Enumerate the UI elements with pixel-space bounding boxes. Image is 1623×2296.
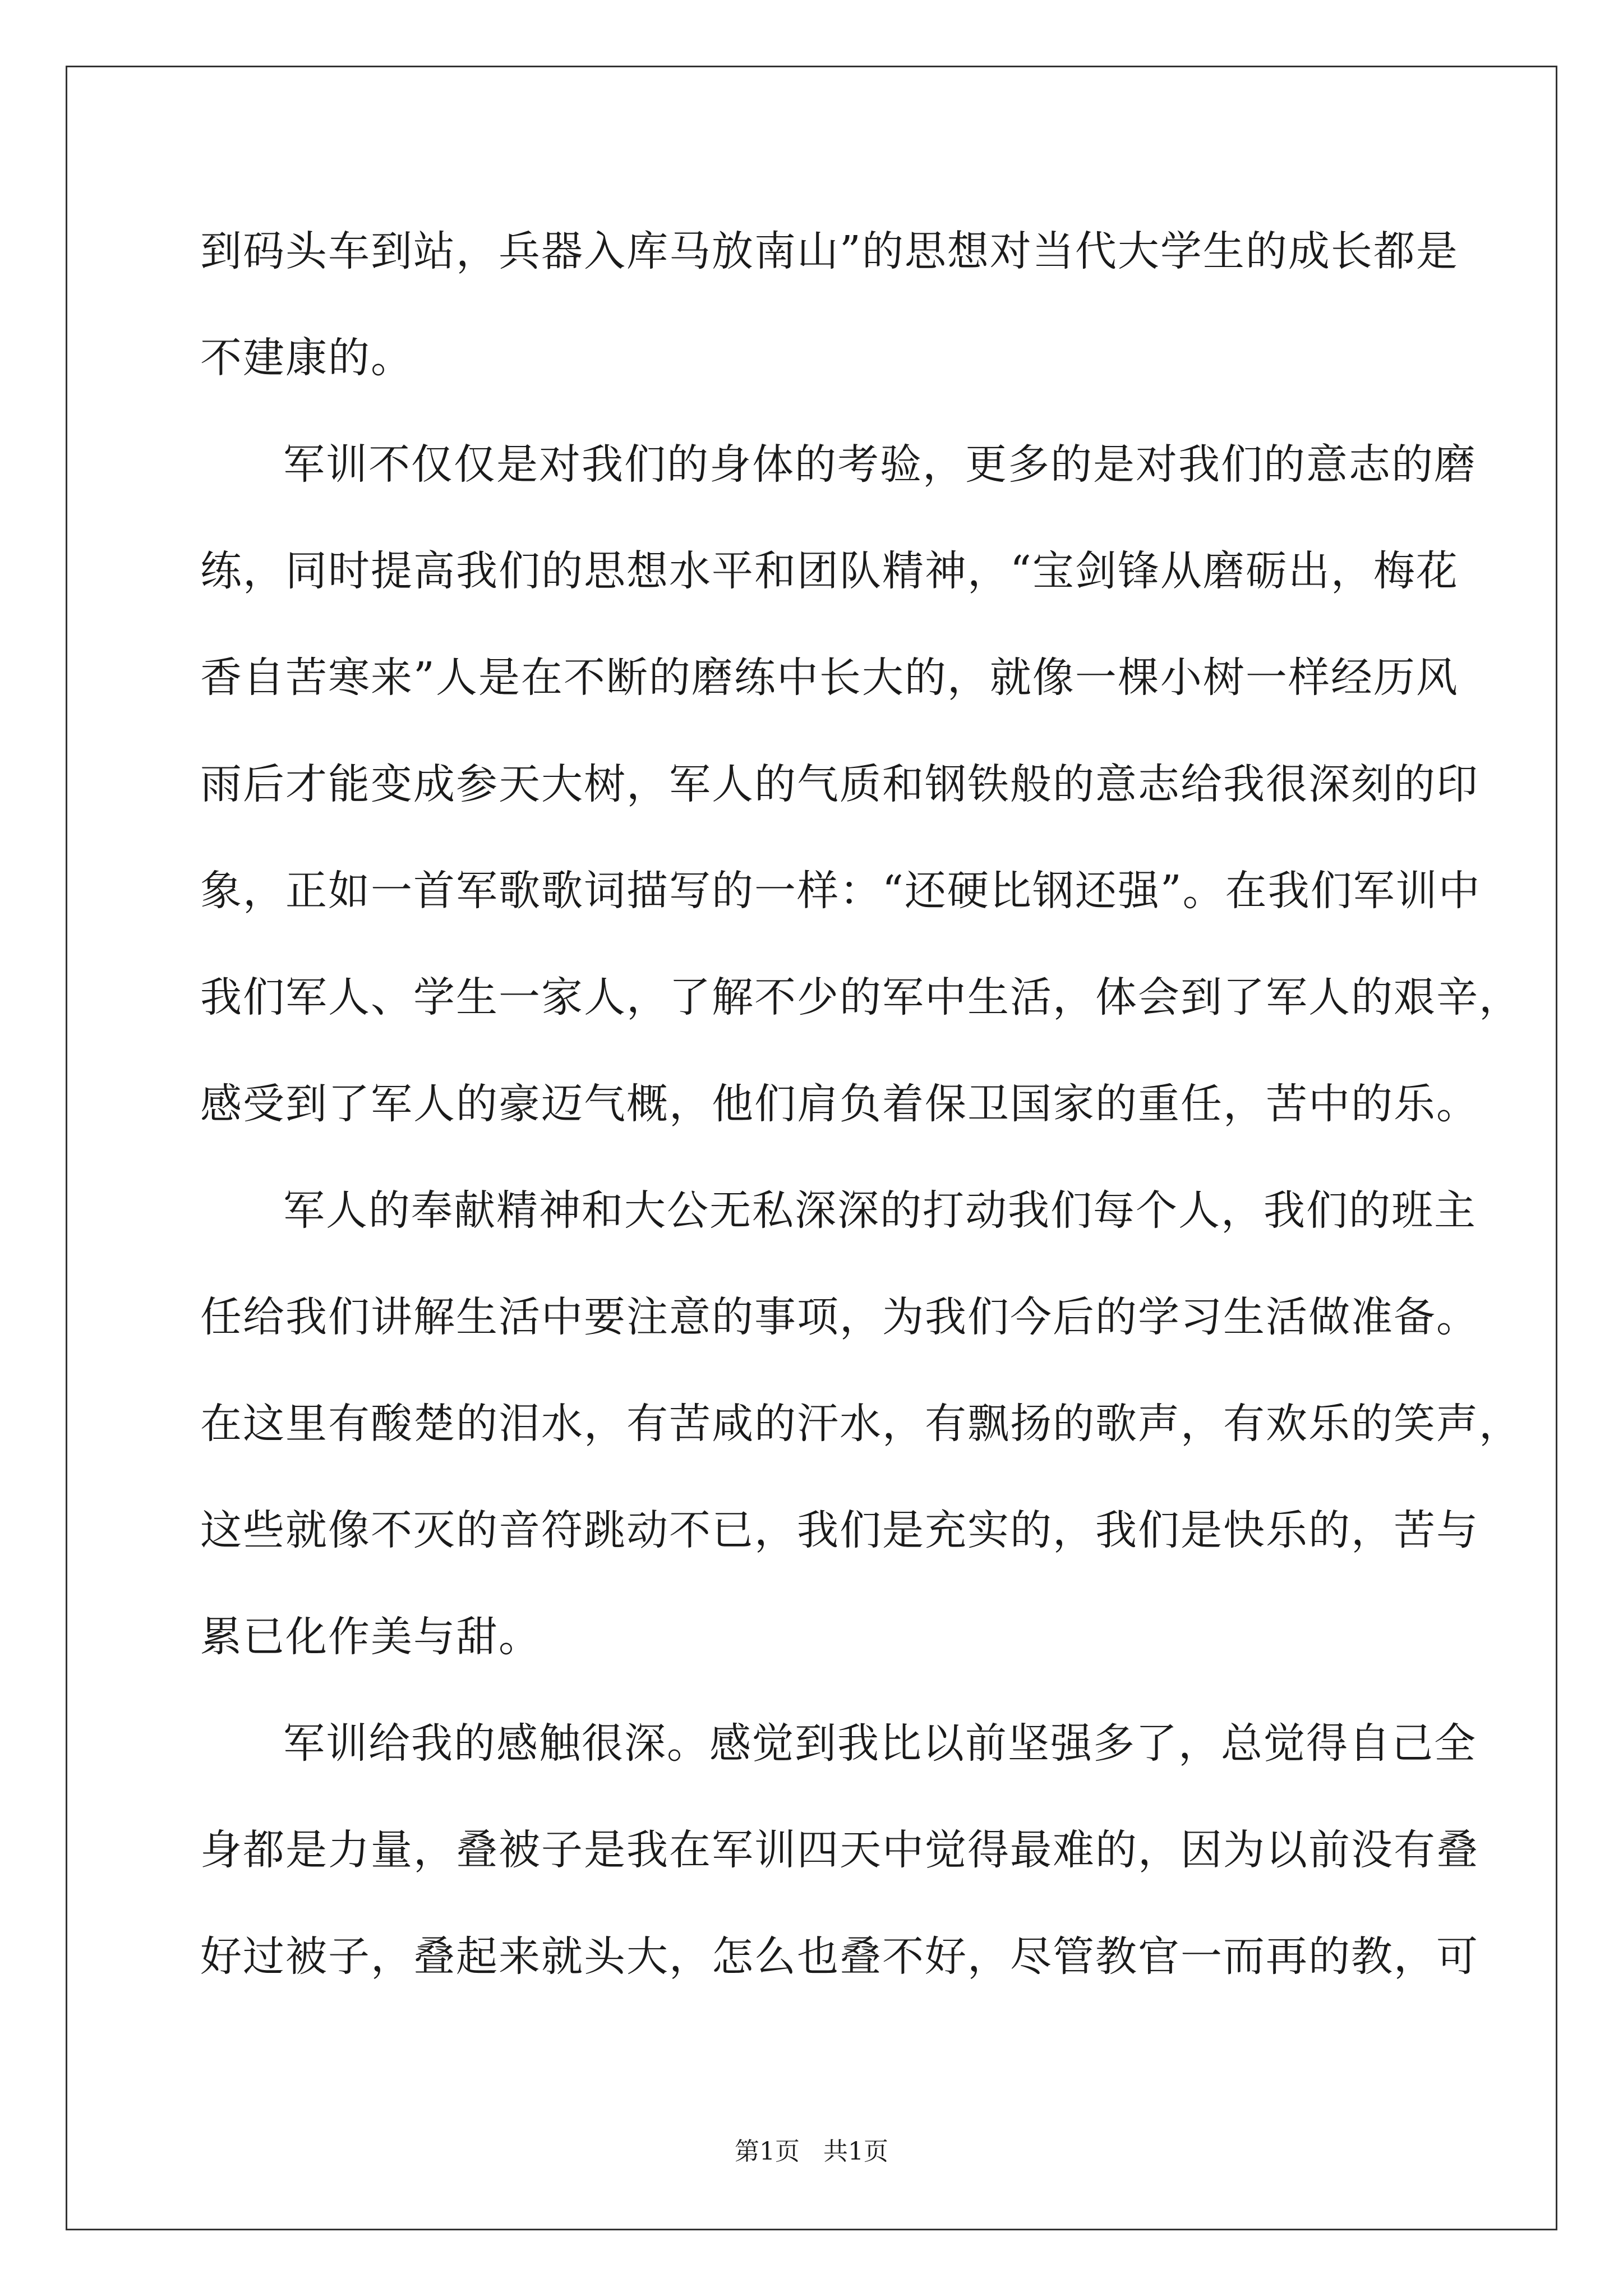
text-line: 练，同时提高我们的思想水平和团队精神，“宝剑锋从磨砺出，梅花	[200, 547, 1459, 595]
text-line: 香自苦寒来”人是在不断的磨练中长大的，就像一棵小树一样经历风	[200, 654, 1459, 702]
text-line: 我们军人、学生一家人，了解不少的军中生活，体会到了军人的艰辛，	[200, 973, 1521, 1022]
page-number-footer: 第1页 共1页	[735, 2137, 888, 2166]
text-line: 累已化作美与甜。	[200, 1613, 541, 1661]
paragraph-first-line: 军训不仅仅是对我们的身体的考验，更多的是对我们的意志的磨	[283, 440, 1477, 489]
text-line: 好过被子，叠起来就头大，怎么也叠不好，尽管教官一而再的教，可	[200, 1932, 1479, 1981]
text-line: 不建康的。	[200, 334, 413, 382]
text-line: 象，正如一首军歌歌词描写的一样：“还硬比钢还强”。在我们军训中	[200, 867, 1481, 915]
text-line: 任给我们讲解生活中要注意的事项，为我们今后的学习生活做准备。	[200, 1293, 1479, 1341]
text-line: 雨后才能变成参天大树，军人的气质和钢铁般的意志给我很深刻的印	[200, 760, 1479, 808]
document-body	[200, 209, 1521, 2021]
text-line: 在这里有酸楚的泪水，有苦咸的汗水，有飘扬的歌声，有欢乐的笑声，	[200, 1400, 1521, 1448]
text-line: 到码头车到站，兵器入库马放南山”的思想对当代大学生的成长都是	[200, 227, 1459, 275]
text-line: 这些就像不灭的音符跳动不已，我们是充实的，我们是快乐的，苦与	[200, 1506, 1479, 1554]
paragraph-first-line: 军人的奉献精神和大公无私深深的打动我们每个人，我们的班主	[283, 1186, 1477, 1235]
text-line: 感受到了军人的豪迈气概，他们肩负着保卫国家的重任，苦中的乐。	[200, 1080, 1479, 1128]
text-line: 身都是力量，叠被子是我在军训四天中觉得最难的，因为以前没有叠	[200, 1826, 1479, 1874]
paragraph-first-line: 军训给我的感触很深。感觉到我比以前坚强多了，总觉得自己全	[283, 1719, 1477, 1768]
